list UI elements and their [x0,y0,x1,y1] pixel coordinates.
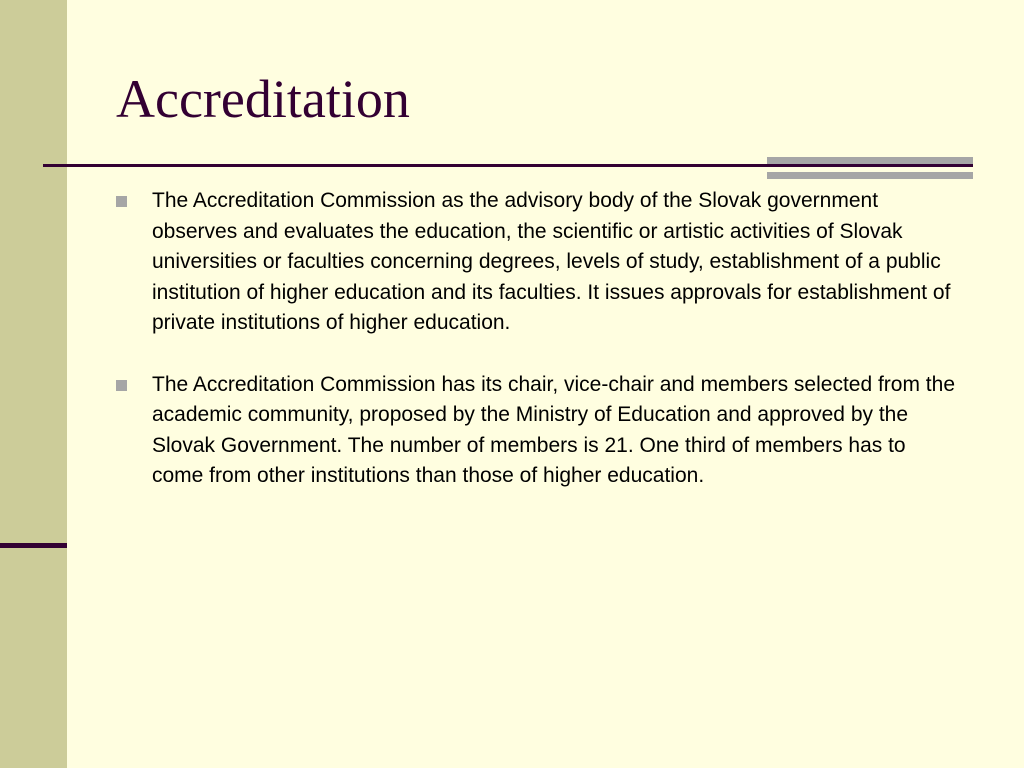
bullet-text: The Accreditation Commission has its chair, vice-chair and members selected from the academic community, proposed by the Ministry of Education and approved by the Slovak Government. The number of members is 21. One third of members has to come from other institutions than those of higher education. [152,372,955,487]
slide-title: Accreditation [116,69,410,129]
bullet-item [116,186,956,339]
square-bullet-icon [116,196,127,207]
left-band-accent-line [0,543,67,548]
square-bullet-icon [116,380,127,391]
bullet-list [116,186,956,523]
bullet-text: The Accreditation Commission as the advisory body of the Slovak government observes and evaluates the education, the scientific or artistic activities of Slovak universities or faculties concerning degrees, levels of study, establishment of a public institution of higher education and its faculties. It issues approvals for establishment of private institutions of higher education. [152,189,951,334]
bullet-item [116,370,956,492]
title-rule-accent-bars [767,157,973,179]
left-decorative-band [0,0,67,768]
